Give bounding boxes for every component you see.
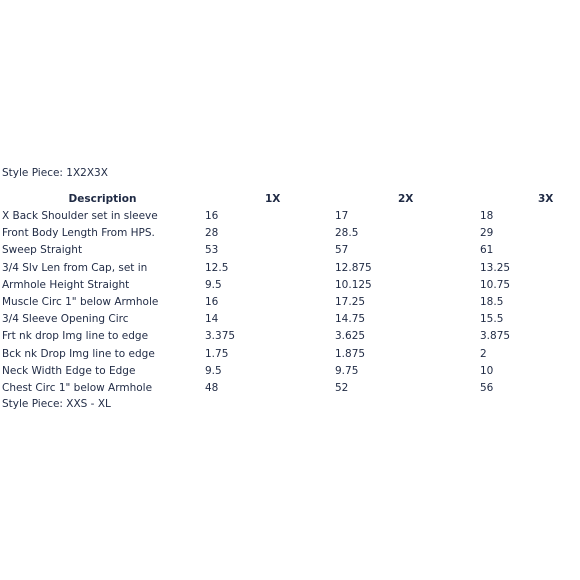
table-row [0,294,570,311]
table-row [0,328,570,345]
cell-size-1x: 9.5 [205,278,222,291]
table-row [0,208,570,225]
cell-size-1x: 28 [205,227,219,240]
cell-size-2x: 3.625 [335,330,366,343]
cell-size-2x: 52 [335,382,349,395]
style-piece-footer: Style Piece: XXS - XL [2,398,111,410]
cell-description: Muscle Circ 1" below Armhole [2,296,159,309]
cell-size-2x: 10.125 [335,278,372,291]
table-row [0,311,570,328]
cell-size-2x: 28.5 [335,227,359,240]
cell-description: Neck Width Edge to Edge [2,364,136,377]
cell-size-2x: 17.25 [335,296,366,309]
table-row [0,380,570,397]
cell-size-3x: 18 [480,210,494,222]
header-2x: 2X [398,193,414,205]
table-row [0,242,570,259]
cell-description: Chest Circ 1" below Armhole [2,382,153,395]
size-chart-table [0,190,570,397]
cell-size-2x: 17 [335,210,349,222]
cell-description: Bck nk Drop Img line to edge [2,347,155,360]
cell-size-3x: 18.5 [480,296,504,309]
cell-size-1x: 53 [205,244,219,257]
cell-size-3x: 13.25 [480,261,511,274]
cell-size-1x: 16 [205,296,219,309]
table-row [0,346,570,363]
cell-size-3x: 56 [480,382,494,395]
table-header-row [0,190,570,208]
cell-size-1x: 3.375 [205,330,236,343]
cell-description: 3/4 Slv Len from Cap, set in [2,261,148,274]
header-description: Description [68,193,137,205]
cell-description: Frt nk drop Img line to edge [2,330,149,343]
cell-size-3x: 29 [480,227,494,240]
header-3x: 3X [538,193,554,205]
cell-size-2x: 9.75 [335,364,359,377]
cell-size-1x: 12.5 [205,261,229,274]
cell-size-3x: 2 [480,347,487,360]
cell-description: 3/4 Sleeve Opening Circ [2,313,129,326]
cell-size-1x: 14 [205,313,219,326]
cell-description: X Back Shoulder set in sleeve [2,210,158,222]
cell-size-3x: 3.875 [480,330,511,343]
cell-size-3x: 61 [480,244,494,257]
cell-size-3x: 15.5 [480,313,504,326]
table-row [0,225,570,242]
cell-size-1x: 1.75 [205,347,229,360]
cell-size-3x: 10 [480,364,494,377]
cell-size-1x: 48 [205,382,219,395]
header-1x: 1X [265,193,281,205]
table-row [0,363,570,380]
cell-size-2x: 12.875 [335,261,372,274]
cell-size-2x: 14.75 [335,313,366,326]
table-row [0,260,570,277]
style-piece-heading: Style Piece: 1X2X3X [2,167,108,179]
cell-description: Sweep Straight [2,244,83,257]
cell-description: Front Body Length From HPS. [2,227,155,240]
cell-size-2x: 57 [335,244,349,257]
cell-size-1x: 9.5 [205,364,222,377]
table-row [0,277,570,294]
cell-size-1x: 16 [205,210,219,222]
cell-size-3x: 10.75 [480,278,511,291]
cell-size-2x: 1.875 [335,347,366,360]
cell-description: Armhole Height Straight [2,278,130,291]
